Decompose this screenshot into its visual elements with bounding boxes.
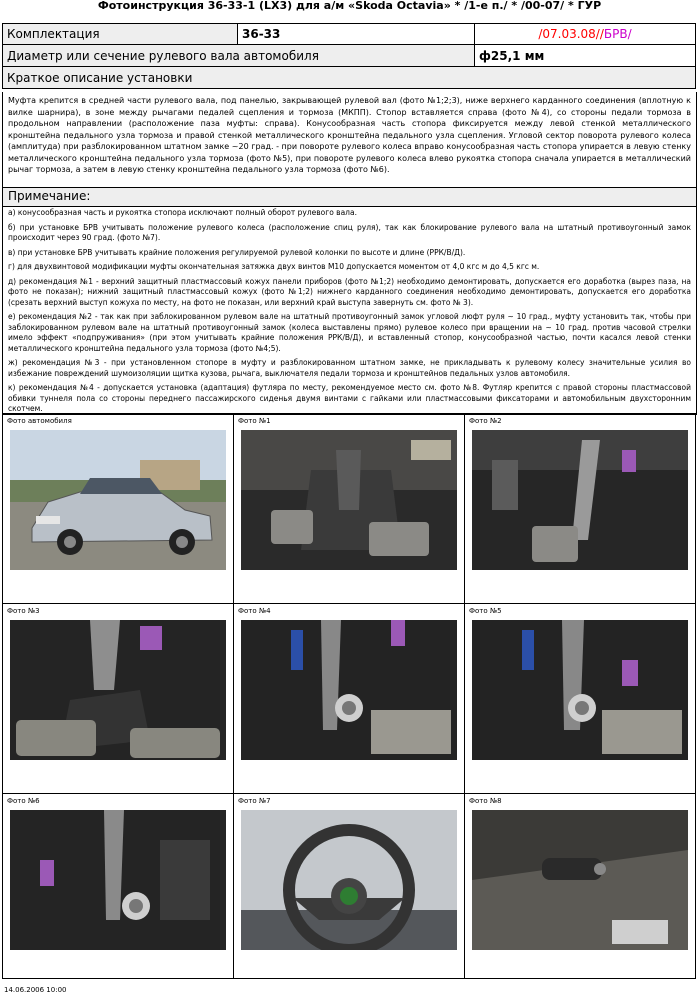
note-item: е) рекомендация №2 - так как при заблокированном рулевом вале на штатный противоугонный замок угловой люфт руля ~ 10 град., муфту установить так, чтобы при заблокированном рулевом вале на штатный противоугонный замок (колеса выставлены прямо) рулевое колесо при вращении на ~ 10 град. против часовой стрелки имело эффект «подпруживания» (при этом учитывать крайние положения РРК/В/Д), и вставленный стопор, конусообразной частью, почти касался левой стенки металлического кронштейна педального узла тормоза (фото №4;5). xyxy=(8,312,691,353)
steering-shaft-photo-icon xyxy=(10,620,226,760)
lock-installed-photo-icon xyxy=(472,620,688,760)
car-photo-icon xyxy=(10,430,226,570)
photo-cell xyxy=(465,794,696,979)
shaft-diameter-value: ф25,1 мм xyxy=(475,45,696,67)
note-item: а) конусообразная часть и рукоятка стопора исключают полный оборот рулевого вала. xyxy=(8,208,357,217)
steering-wheel-photo-icon xyxy=(241,810,457,950)
photo-grid xyxy=(2,413,696,979)
note-item: г) для двухвинтовой модификации муфты окончательная затяжка двух винтов М10 допускается моментом от 4,0 кгс м до 4,5 кгс м. xyxy=(8,262,540,271)
installation-summary-label: Краткое описание установки xyxy=(3,67,696,89)
date-text: /07.03.08// xyxy=(538,27,604,41)
photo-caption: Фото автомобиля xyxy=(7,417,72,425)
lock-installed-photo-icon xyxy=(241,620,457,760)
shaft-diameter-label: Диаметр или сечение рулевого вала автомобиля xyxy=(3,45,475,67)
note-item: д) рекомендация №1 - верхний защитный пластмассовый кожух панели приборов (фото №1;2) необходимо демонтировать, допускается его доработка (вырез паза, на фото не показан); нижний защитный пластмассовый кожух (фото №1;2) нижнего карданного соединения необходимо демонтировать, допускается его доработка (срезать верхний выступ кожуха по месту, на фото не показан, или верхний край выступа завернуть см. фото № 3). xyxy=(8,276,691,307)
photo-caption: Фото №8 xyxy=(469,797,502,805)
photo-cell xyxy=(465,604,696,794)
footer-timestamp: 14.06.2006 10:00 xyxy=(4,986,67,994)
case-mount-photo-icon xyxy=(472,810,688,950)
photo-caption: Фото №1 xyxy=(238,417,271,425)
photo-caption: Фото №2 xyxy=(469,417,502,425)
note-item: в) при установке БРВ учитывать крайние положения регулируемой рулевой колонки по высоте и длине (РРК/В/Д). xyxy=(8,247,466,257)
installation-description: Муфта крепится в средней части рулевого вала, под панелью, закрывающей рулевой вал (фото №1;2;3), ниже верхнего карданного соединения (вплотную к вилке шарнира), в зоне между рычагами педалей сцепления и тормоза (МКПП). Стопор вставляется справа (фото №4), со стороны педали тормоза в продольном направлении (расположение паза муфты: справа). Конусообразная часть стопора фиксируется между левой стенкой металлического кронштейна педального узла тормоза и правой стенкой металлического кронштейна педального узла сцепления. Угловой сектор поворота рулевого колеса (амплитуда) при разблокированном штатном замке ~20 град. - при повороте рулевого колеса вправо конусообразная часть стопора упирается в левую стенку металлического кронштейна педального узла тормоза (фото №5), при повороте рулевого колеса влево рукоятка стопора сначала упирается в металлический рычаг тормоза, а затем в левую стенку кронштейна педального узла тормоза (фото №6). xyxy=(2,92,697,188)
photo-caption: Фото №4 xyxy=(238,607,271,615)
kit-label: Комплектация xyxy=(3,24,238,45)
pedal-area-photo-icon xyxy=(241,430,457,570)
photo-caption: Фото №6 xyxy=(7,797,40,805)
steering-shaft-photo-icon xyxy=(472,430,688,570)
lock-installed-photo-icon xyxy=(10,810,226,950)
note-item: к) рекомендация №4 - допускается установка (адаптация) футляра по месту, рекомендуемое место см. фото №8. Футляр крепится с правой стороны пластмассовой обивки туннеля пола со стороны переднего пассажирского сиденья двумя винтами с гайками или пластмассовыми фиксаторами и автомобильным двухсторонним скотчем. xyxy=(8,383,691,413)
note-item: ж) рекомендация №3 - при установленном стопоре в муфту и разблокированном штатном замке, не прикладывать к рулевому колесу значительные усилия во избежание повреждений шумоизоляции щитка кузова, рычага, выключателя педали тормоза и кронштейнов педальных узлов автомобиля. xyxy=(8,358,691,378)
photo-cell xyxy=(234,414,465,604)
document-title: Фотоинструкция 36-33-1 (LX3) для а/м «Skoda Octavia» * /1-е п./ * /00-07/ * ГУР xyxy=(97,0,602,12)
photo-caption: Фото №5 xyxy=(469,607,502,615)
info-table xyxy=(2,23,696,89)
photo-cell xyxy=(3,414,234,604)
brv-text: БРВ/ xyxy=(603,27,632,41)
notes-list xyxy=(2,205,697,415)
photo-cell xyxy=(234,794,465,979)
photo-cell xyxy=(3,794,234,979)
note-item: б) при установке БРВ учитывать положение рулевого колеса (расположение спиц руля), так как блокирование рулевого вала на штатный противоугонный замок происходит через 90 град. (фото №7). xyxy=(8,222,691,242)
photo-caption: Фото №3 xyxy=(7,607,40,615)
kit-code: 36-33 xyxy=(238,24,475,45)
photo-cell xyxy=(465,414,696,604)
photo-cell xyxy=(234,604,465,794)
photo-caption: Фото №7 xyxy=(238,797,271,805)
photo-cell xyxy=(3,604,234,794)
kit-date xyxy=(475,24,696,45)
notes-header: Примечание: xyxy=(2,187,697,207)
